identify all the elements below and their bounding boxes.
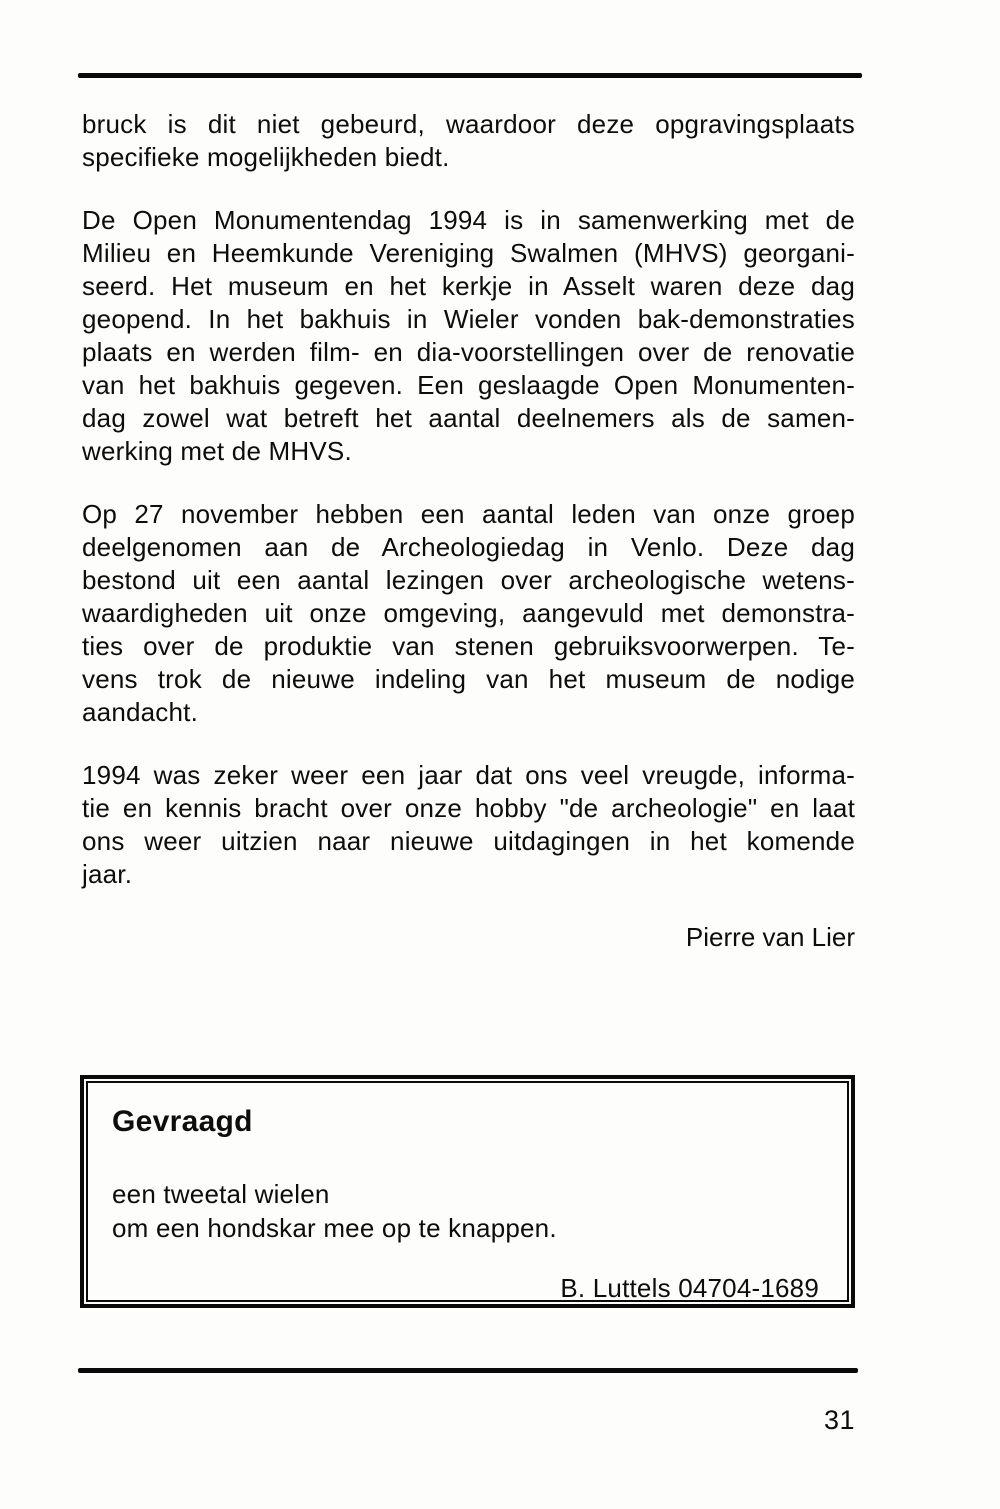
ad-title: Gevraagd (112, 1105, 253, 1138)
text-line: geopend. In het bakhuis in Wieler vonden bak-demonstraties (82, 304, 855, 334)
text-line: dag zowel wat betreft het aantal deelnemers als de samen- (82, 403, 855, 433)
classified-ad-inner-border (86, 1081, 849, 1302)
text-line: plaats en werden film- en dia-voorstellingen over de renovatie (82, 337, 855, 367)
text-line: Milieu en Heemkunde Vereniging Swalmen (MHVS) georgani- (82, 238, 855, 268)
text-line: ties over de produktie van stenen gebruiksvoorwerpen. Te- (82, 631, 855, 661)
text-line: om een hondskar mee op te knappen. (112, 1213, 557, 1243)
text-line: specifieke mogelijkheden biedt. (82, 142, 450, 172)
text-line: seerd. Het museum en het kerkje in Asselt waren deze dag (82, 271, 855, 301)
text-line: jaar. (82, 859, 133, 889)
paragraph (82, 204, 855, 468)
text-line: van het bakhuis gegeven. Een geslaagde Open Monumenten- (82, 370, 855, 400)
page-number: 31 (823, 1405, 855, 1435)
text-line: waardigheden uit onze omgeving, aangevuld met demonstra- (82, 598, 855, 628)
text-line: een tweetal wielen (112, 1179, 330, 1209)
text-line: Op 27 november hebben een aantal leden van onze groep (82, 499, 855, 529)
article-body (82, 108, 855, 954)
text-line: deelgenomen aan de Archeologiedag in Venlo. Deze dag (82, 532, 855, 562)
ad-body (112, 1177, 823, 1245)
text-line: werking met de MHVS. (82, 436, 352, 466)
text-line: vens trok de nieuwe indeling van het museum de nodige (82, 664, 855, 694)
paragraph (82, 108, 855, 174)
text-line: aandacht. (82, 697, 199, 727)
author-signature: Pierre van Lier (685, 922, 855, 952)
text-line: bestond uit een aantal lezingen over archeologische wetens- (82, 565, 855, 595)
text-line: De Open Monumentendag 1994 is in samenwerking met de (82, 205, 855, 235)
text-line: ons weer uitzien naar nieuwe uitdagingen in het komende (82, 826, 855, 856)
classified-ad-box (80, 1075, 855, 1308)
ad-contact: B. Luttels 04704-1689 (560, 1273, 819, 1303)
text-line: 1994 was zeker weer een jaar dat ons veel vreugde, informa- (82, 760, 855, 790)
paragraph (82, 759, 855, 891)
paragraph (82, 498, 855, 729)
text-line: tie en kennis bracht over onze hobby "de archeologie" en laat (82, 793, 855, 823)
text-line: bruck is dit niet gebeurd, waardoor deze opgravingsplaats (82, 109, 855, 139)
top-rule (78, 73, 862, 78)
bottom-rule (78, 1368, 858, 1373)
